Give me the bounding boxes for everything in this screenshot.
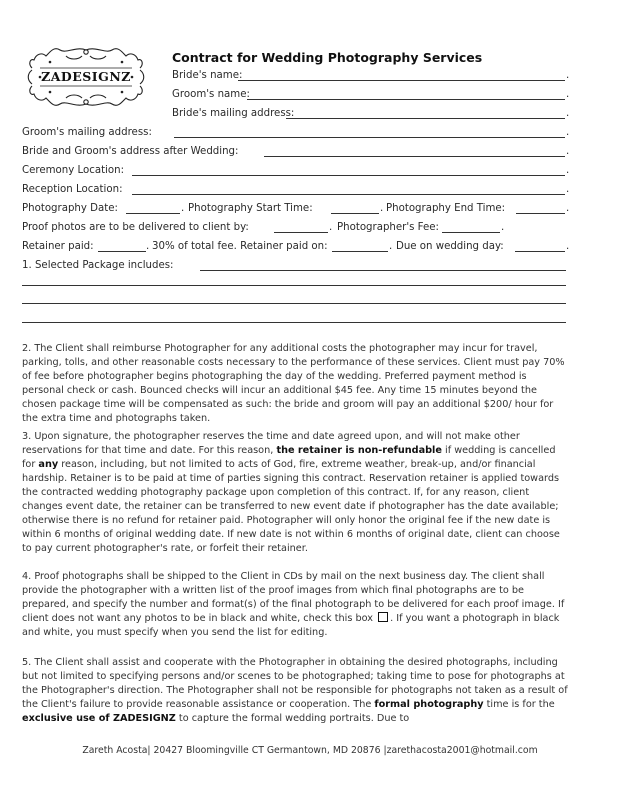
selected-package-label: 1. Selected Package includes: [22,260,174,271]
photographer-fee-line[interactable] [442,232,500,233]
due-wedding-day-label: Due on wedding day: [396,241,504,252]
clause-2: 2. The Client shall reimburse Photographer for any additional costs the photographer may incur for travel, parking, tolls, and other reasonable costs necessary to the performance of these services. Client must pay 70% of fee before photographer begins photographing the day of the wedding. Preferred payment method is personal check or cash. Bounced checks will incur an additional $45 fee. Any time 15 minutes beyond the chosen package time will be compensated as such: the bride and groom will pay an additional $200/ hour for the extra time and photographs taken. [22,343,565,424]
end-time-line[interactable] [516,213,565,214]
groom-name-label: Groom's name: [172,89,250,100]
bride-address-line[interactable] [286,118,565,119]
groom-address-line[interactable] [174,137,565,138]
footer-contact: Zareth Acosta| 20427 Bloomingville CT Germantown, MD 20876 |zarethacosta2001@hotmail.com [82,745,538,756]
ceremony-location-line[interactable] [132,175,565,176]
start-time-label: Photography Start Time: [188,203,313,214]
retainer-percent-label: 30% of total fee. Retainer paid on: [152,241,328,252]
reception-location-label: Reception Location: [22,184,123,195]
clause-3: 3. Upon signature, the photographer reserves the time and date agreed upon, and will not make other reservations for that time and date. For this reason, the retainer is non-refundable if wedding is cancelled for any reason, including, but not limited to acts of God, fire, extreme weather, break-up, and/or financial hardship. Retainer is to be paid at time of parties signing this contract. Reservation retainer is applied towards the contracted wedding photography package upon completion of this contract. If, for any reason, client changes event date, the retainer can be transferred to new event date if photographer has the date available; otherwise there is no refund for retainer paid. Photographer will only honor the original fee if the new date is within 6 months of original wedding date. If new date is not within 6 months of original date, client can choose to pay current photographer's rate, or forfeit their retainer. [22,431,560,554]
after-wedding-address-line[interactable] [264,156,565,157]
package-line-2[interactable] [22,285,566,286]
clause-4: 4. Proof photographs shall be shipped to the Client in CDs by mail on the next business day. The client shall provide the photographer with a written list of the proof images from which final photographs are to be prepared, and specify the number and format(s) of the final photograph to be delivered for each proof image. If client does not want any photos to be in black and white, check this box . If you want a photograph in black and white, you must specify when you send the list for editing. [22,571,565,638]
clause-5: 5. The Client shall assist and cooperate with the Photographer in obtaining the desired photographs, including but not limited to specifying persons and/or scenes to be photographed; taking time to pose for photographs at the Photographer's direction. The Photographer shall not be responsible for photographs not taken as a result of the Client's failure to provide reasonable assistance or cooperation. The formal photography time is for the exclusive use of ZADESIGNZ to capture the formal wedding portraits. Due to [22,657,568,724]
package-line-1[interactable] [200,270,566,271]
start-time-line[interactable] [331,213,379,214]
package-line-3[interactable] [22,303,566,304]
black-white-checkbox[interactable] [378,612,388,622]
package-line-4[interactable] [22,322,566,323]
proofs-delivery-label: Proof photos are to be delivered to client by: [22,222,249,233]
due-amount-line[interactable] [515,251,565,252]
proofs-delivery-line[interactable] [274,232,328,233]
bride-address-label: Bride's mailing address: [172,108,295,119]
document-title: Contract for Wedding Photography Services [172,50,483,65]
logo-text: ZADESIGNZ [41,69,131,84]
photography-date-line[interactable] [126,213,180,214]
bride-name-label: Bride's name: [172,70,243,81]
end-time-label: Photography End Time: [386,203,506,214]
retainer-paid-label: Retainer paid: [22,241,94,252]
retainer-paid-line[interactable] [98,251,146,252]
ceremony-location-label: Ceremony Location: [22,165,125,176]
photographer-fee-label: Photographer's Fee: [337,222,439,233]
bride-name-line[interactable] [238,80,565,81]
reception-location-line[interactable] [132,194,565,195]
groom-name-line[interactable] [247,99,565,100]
after-wedding-address-label: Bride and Groom's address after Wedding: [22,146,239,157]
groom-address-label: Groom's mailing address: [22,127,152,138]
photography-date-label: Photography Date: [22,203,118,214]
retainer-date-line[interactable] [332,251,388,252]
